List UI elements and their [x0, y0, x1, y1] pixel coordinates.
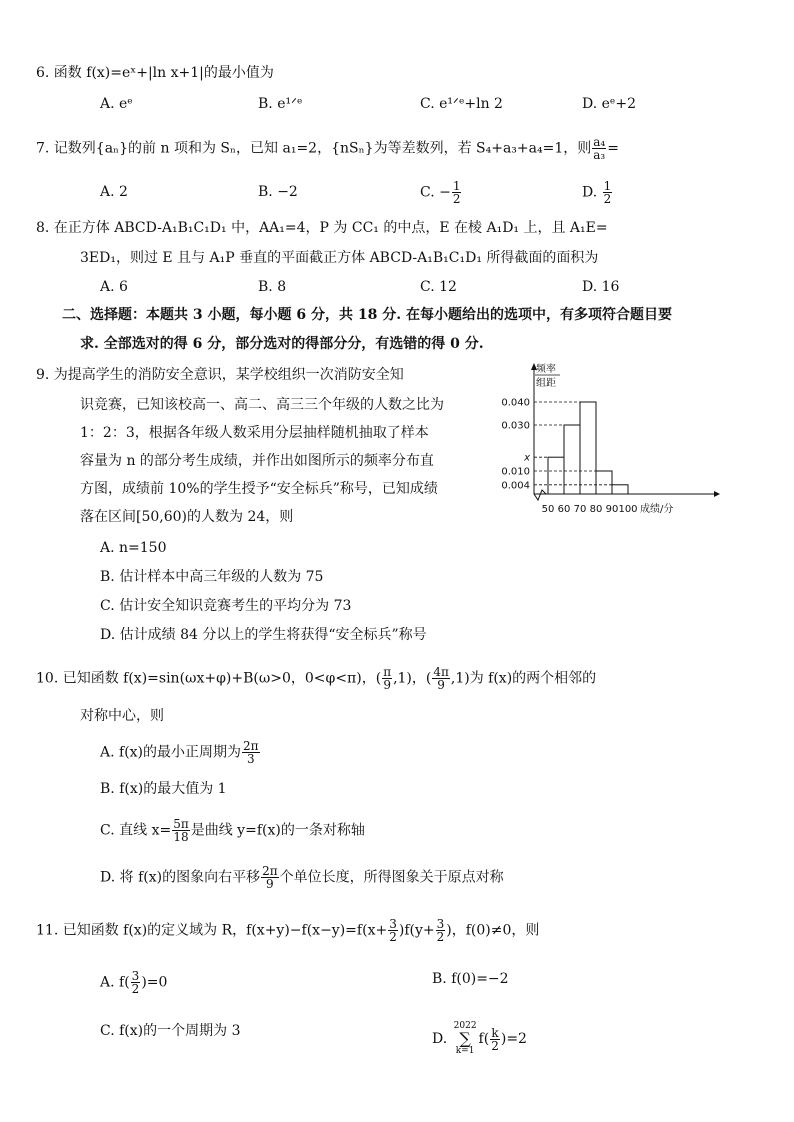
y-tick-label: x — [524, 452, 530, 464]
q9-line6: 落在区间[50,60)的人数为 24，则 — [80, 509, 294, 525]
q6-option-b: B. e¹ᐟᵉ — [258, 96, 303, 112]
q10-option-a: A. f(x)的最小正周期为 $\frac{2\pi}{3}$ — [100, 739, 259, 766]
q7-stem: 7. 记数列{aₙ}的前 n 项和为 Sₙ，已知 a₁=2，{nSₙ}为等差数列，若 S₄+a₃+a₄=1，则 $\frac{\text{a₄}}{\text{a₃}}$ = — [36, 135, 619, 162]
q6-option-d: D. eᵉ+2 — [582, 96, 636, 112]
y-tick-label: 0.010 — [501, 466, 530, 478]
x-axis-label: 成绩/分 — [640, 504, 674, 515]
histogram-bar — [564, 425, 580, 494]
y-tick-label: 0.004 — [501, 480, 530, 492]
q9-option-d: D. 估计成绩 84 分以上的学生将获得“安全标兵”称号 — [100, 627, 427, 643]
x-tick-label: 70 — [573, 504, 587, 515]
q10-option-b: B. f(x)的最大值为 1 — [100, 781, 227, 797]
q9-line3: 1：2：3，根据各年级人数采用分层抽样随机抽取了样本 — [80, 425, 429, 441]
q11-option-d: D. 2022 ∑ k=1 f( $\frac{k}{2}$ )=2 — [432, 1021, 527, 1056]
y-tick-label: 0.030 — [501, 420, 530, 432]
q8-line2: 3ED₁，则过 E 且与 A₁P 垂直的平面截正方体 ABCD-A₁B₁C₁D₁ 所得截面的面积为 — [80, 250, 599, 266]
q9-line1: 9. 为提高学生的消防安全意识，某学校组织一次消防安全知 — [36, 367, 404, 383]
x-tick-label: 100 — [618, 504, 638, 515]
q7-stem-text: 7. 记数列{aₙ}的前 n 项和为 Sₙ，已知 a₁=2，{nSₙ}为等差数列，若 S₄+a₃+a₄=1，则 — [36, 140, 592, 157]
q11-stem: 11. 已知函数 f(x)的定义域为 R，f(x+y)−f(x−y)=f(x+ $\frac{3}{2}$ )f(y+ $\frac{3}{2}$ )，f(0)≠0，则 — [36, 917, 540, 944]
x-tick-label: 80 — [589, 504, 603, 515]
y-label-denominator: 组距 — [536, 378, 556, 389]
q10-stem-line1: 10. 已知函数 f(x)=sin(ωx+φ)+B(ω>0，0<φ<π)，( $\frac{\pi}{9}$ ,1)，( $\frac{4\pi}{9}$ ,1)为 f(x)的两个相邻的 — [36, 665, 597, 692]
q7-option-a: A. 2 — [100, 184, 128, 200]
q9-option-b: B. 估计样本中高三年级的人数为 75 — [100, 569, 324, 585]
q8-option-b: B. 8 — [258, 279, 287, 295]
axis-break — [534, 490, 546, 500]
x-tick-label: 60 — [557, 504, 571, 515]
q7-ratio-fraction: $\frac{\text{a₄}}{\text{a₃}}$ — [593, 135, 606, 162]
q9-option-a: A. n=150 — [100, 540, 167, 556]
x-tick-label: 50 — [541, 504, 555, 515]
histogram-bar — [548, 457, 564, 494]
histogram-bar — [596, 471, 612, 494]
y-tick-label: 0.040 — [501, 397, 530, 409]
q11-option-c: C. f(x)的一个周期为 3 — [100, 1023, 241, 1039]
histogram-bar — [580, 402, 596, 494]
q6-option-c: C. e¹ᐟᵉ+ln 2 — [420, 96, 503, 112]
histogram-bar — [612, 485, 628, 494]
q8-option-d: D. 16 — [582, 279, 620, 295]
q10-stem-line2: 对称中心，则 — [80, 708, 164, 724]
q9-line2: 识竞赛，已知该校高一、高二、高三三个年级的人数之比为 — [80, 397, 444, 413]
x-axis-arrow — [714, 491, 720, 497]
section-2-heading-line2: 求. 全部选对的得 6 分，部分选对的得部分分，有选错的得 0 分. — [80, 336, 484, 352]
q8-line1: 8. 在正方体 ABCD-A₁B₁C₁D₁ 中，AA₁=4，P 为 CC₁ 的中点，E 在棱 A₁D₁ 上，且 A₁E= — [36, 220, 608, 236]
q11-option-b: B. f(0)=−2 — [432, 971, 509, 987]
q9-line5: 方图，成绩前 10%的学生授予“安全标兵”称号，已知成绩 — [80, 481, 438, 497]
section-2-heading-line1: 二、选择题：本题共 3 小题，每小题 6 分，共 18 分. 在每小题给出的选项中，有多项符合题目要 — [62, 307, 672, 323]
q6-stem: 6. 函数 f(x)=eˣ+|ln x+1|的最小值为 — [36, 65, 274, 81]
q9-option-c: C. 估计安全知识竞赛考生的平均分为 73 — [100, 598, 352, 614]
q6-option-a: A. eᵉ — [100, 96, 133, 112]
q8-option-a: A. 6 — [100, 279, 128, 295]
q9-line4: 容量为 n 的部分考生成绩，并作出如图所示的频率分布直 — [80, 453, 434, 469]
q11-option-a: A. f( $\frac{3}{2}$ )=0 — [100, 969, 168, 996]
q7-option-c: C. − $\frac{1}{2}$ — [420, 179, 461, 206]
x-tick-label: 90 — [605, 504, 619, 515]
q10-option-c: C. 直线 x= $\frac{5\pi}{18}$ 是曲线 y=f(x)的一条对称轴 — [100, 817, 365, 844]
q7-option-d: D. $\frac{1}{2}$ — [582, 179, 612, 206]
q10-option-d: D. 将 f(x)的图象向右平移 $\frac{2\pi}{9}$ 个单位长度，所得图象关于原点对称 — [100, 864, 504, 891]
q8-option-c: C. 12 — [420, 279, 457, 295]
q7-option-b: B. −2 — [258, 184, 298, 200]
y-label-numerator: 频率 — [536, 364, 556, 375]
frequency-histogram — [482, 360, 732, 525]
